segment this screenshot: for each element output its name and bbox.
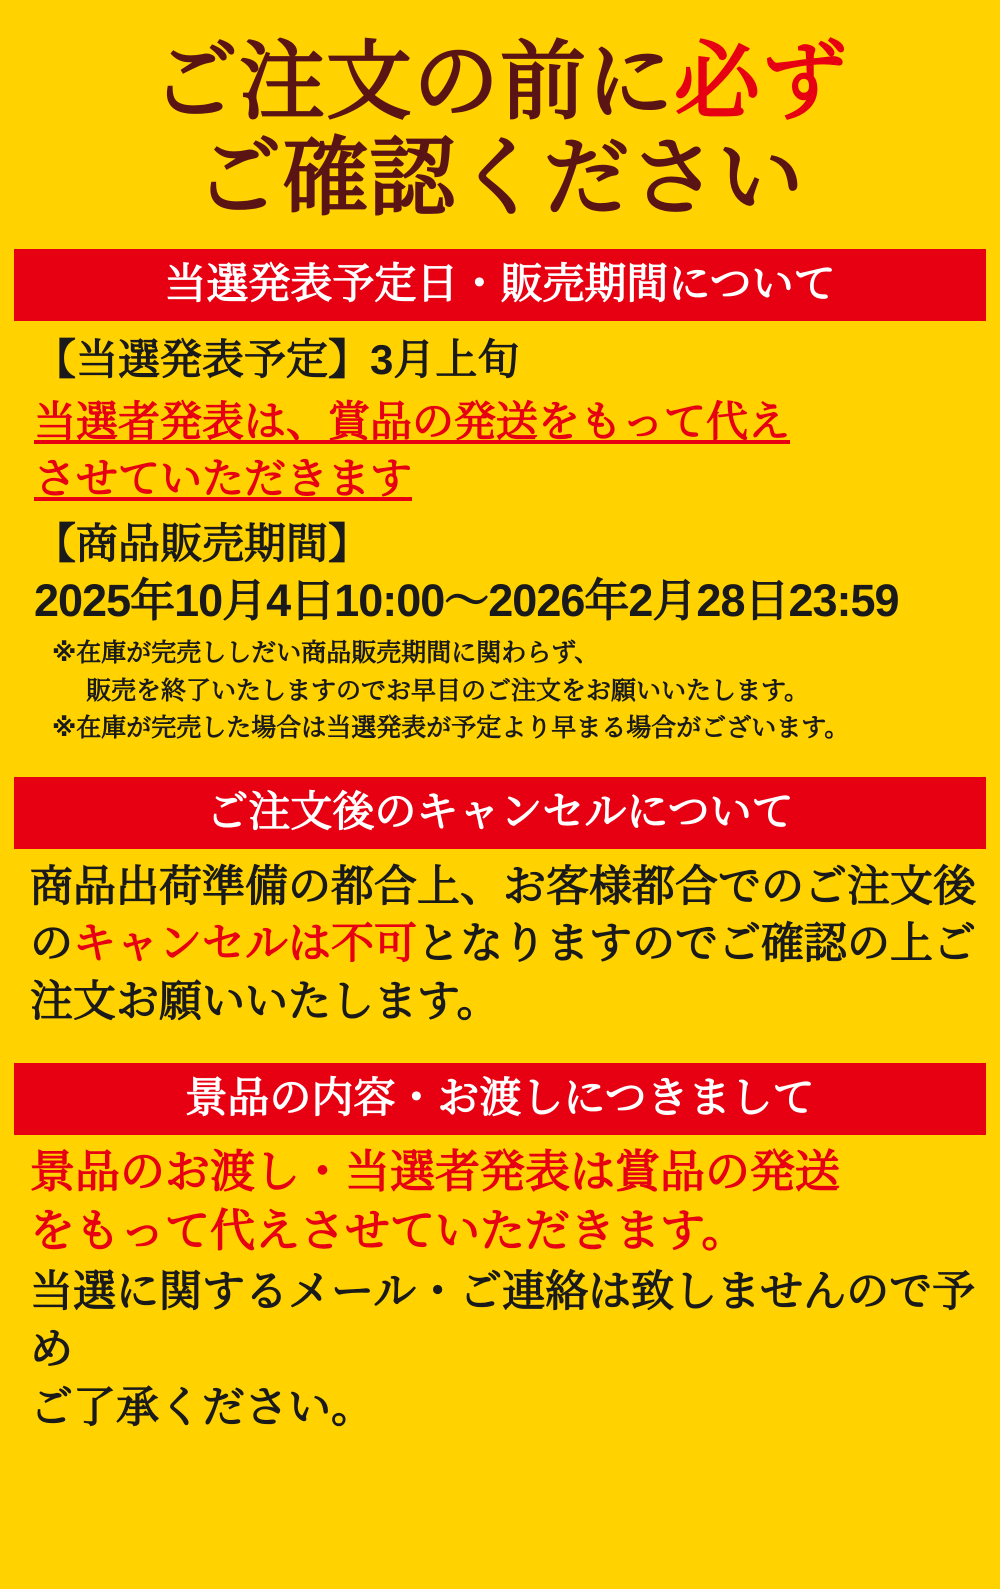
- announcement-note-red: [34, 393, 980, 507]
- section-header-prize-delivery: 景品の内容・お渡しにつきまして: [14, 1063, 986, 1135]
- section-header-cancellation: ご注文後のキャンセルについて: [14, 777, 986, 849]
- prize-delivery-red-line-1: 景品のお渡し・当選者発表は賞品の発送: [30, 1146, 841, 1198]
- prize-delivery-black-line-1: 当選に関するメール・ご連絡は致しませんので予め: [30, 1268, 976, 1374]
- sales-note-2: ※在庫が完売した場合は当選発表が予定より早まる場合がございます。: [52, 714, 850, 743]
- page-title-highlight: 必ず: [674, 34, 848, 130]
- page-title-line-1-text: ご注文の前に: [152, 34, 674, 130]
- page-title-line-2: ご確認ください: [195, 130, 805, 227]
- section-body-cancellation: [14, 849, 986, 1042]
- section-prize-delivery: [14, 1063, 986, 1443]
- announcement-date-label: 【当選発表予定】3月上旬: [34, 335, 520, 383]
- section-header-announcement-period: 当選発表予定日・販売期間について: [14, 249, 986, 321]
- sales-period-label: 【商品販売期間】: [34, 520, 371, 568]
- prize-delivery-black-text: [30, 1264, 980, 1437]
- section-announcement-period: [14, 249, 986, 755]
- prize-delivery-red-text: [30, 1143, 980, 1260]
- cancellation-text: [30, 859, 980, 1032]
- page-title-line-1: [14, 34, 986, 130]
- sales-note-1-line-2: 販売を終了いたしますのでお早目のご注文をお願いいたします。: [86, 676, 810, 705]
- announcement-note-red-line-1: 当選者発表は、賞品の発送をもって代え: [34, 398, 791, 446]
- page-title: [14, 0, 986, 249]
- section-body-announcement-period: [14, 321, 986, 755]
- cancellation-line-1: 商品出荷準備の都合上、お客様都合でのご注文後: [30, 862, 976, 911]
- cancellation-line-2-highlight: キャンセルは不可: [73, 920, 417, 969]
- section-cancellation: [14, 777, 986, 1042]
- prize-delivery-black-line-2: ご了承ください。: [30, 1383, 374, 1432]
- announcement-note-red-line-2: させていただきます: [34, 455, 413, 503]
- cancellation-line-3: 注文お願いいたします。: [30, 977, 500, 1026]
- sales-note-1-line-1: ※在庫が完売ししだい商品販売期間に関わらず、: [52, 639, 600, 668]
- sales-period-value: 2025年10月4日10:00〜2026年2月28日23:59: [34, 575, 899, 627]
- section-body-prize-delivery: [14, 1135, 986, 1443]
- prize-delivery-red-line-2: をもって代えさせていただきます。: [30, 1204, 747, 1256]
- cancellation-line-2-suffix: となりますのでご確認の上ご: [417, 920, 976, 969]
- cancellation-line-2-prefix: の: [30, 920, 73, 969]
